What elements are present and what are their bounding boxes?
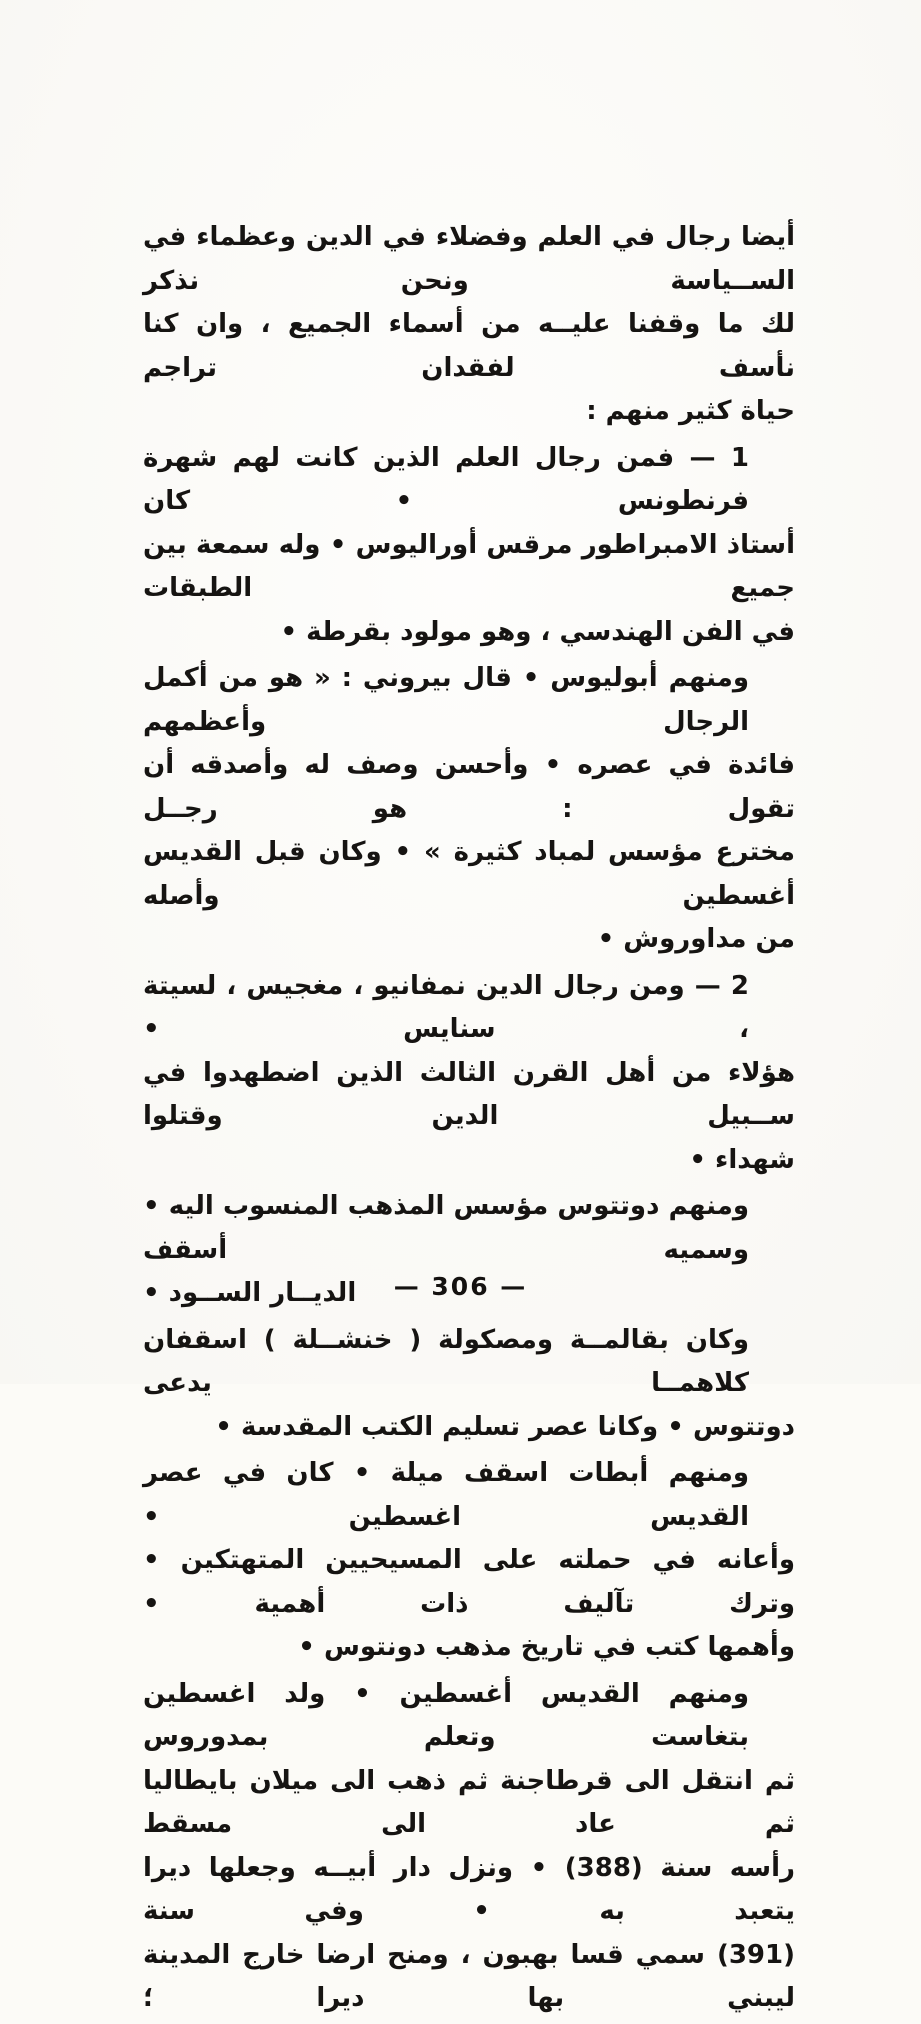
text-line: مخترع مؤسس لمباد كثيرة » • وكان قبل القديس أغسطين وأصله bbox=[143, 837, 795, 911]
text-line: ثم انتقل الى قرطاجنة ثم ذهب الى ميلان بايطاليا ثم عاد الى مسقط bbox=[143, 1765, 795, 1839]
text-line: أيضا رجال في العلم وفضلاء في الدين وعظماء في الســياسة ونحن نذكر bbox=[143, 222, 795, 296]
text-line: لك ما وقفنا عليــه من أسماء الجميع ، وان كنا نأسف لفقدان تراجم bbox=[143, 309, 795, 383]
text-block bbox=[143, 216, 795, 2024]
text-line: ومنهم القديس أغسطين • ولد اغسطين بتغاست وتعلم بمدوروس bbox=[143, 1678, 749, 1752]
text-line: وكان بقالمــة ومصكولة ( خنشــلة ) اسقفان كلاهمــا يدعى bbox=[143, 1324, 749, 1398]
text-line: هؤلاء من أهل القرن الثالث الذين اضطهدوا في ســبيل الدين وقتلوا bbox=[143, 1057, 795, 1131]
text-line: أستاذ الامبراطور مرقس أوراليوس • وله سمعة بين جميع الطبقات bbox=[143, 529, 795, 603]
text-line: من مداوروش • bbox=[597, 924, 795, 954]
paragraph bbox=[143, 216, 795, 434]
text-line: دوتتوس • وكانا عصر تسليم الكتب المقدسة • bbox=[215, 1411, 795, 1442]
paragraph bbox=[143, 1452, 795, 1670]
text-line: في الفن الهندسي ، وهو مولود بقرطة • bbox=[280, 616, 795, 647]
text-line: ومنهم دوتتوس مؤسس المذهب المنسوب اليه • وسميه أسقف bbox=[143, 1191, 749, 1265]
text-line: الديــار الســود • bbox=[143, 1278, 357, 1308]
text-line: ومنهم أبطات اسقف ميلة • كان في عصر القديس اغسطين • bbox=[143, 1458, 749, 1532]
text-line: (391) سمي قسا بهبون ، ومنح ارضا خارج المدينة ليبني بها ديرا ؛ bbox=[143, 1939, 795, 2013]
text-line: شهداء • bbox=[689, 1144, 795, 1175]
text-line: فائدة في عصره • وأحسن وصف له وأصدقه أن تقول : هو رجــل bbox=[143, 750, 795, 824]
text-line: 1 — فمن رجال العلم الذين كانت لهم شهرة فرنطونس • كان bbox=[143, 442, 749, 516]
text-line: وأعانه في حملته على المسيحيين المتهتكين • وترك تآليف ذات أهمية • bbox=[143, 1545, 795, 1619]
page-number: — 306 — bbox=[393, 1272, 528, 1301]
text-line: ومنهم أبوليوس • قال بيروني : « هو من أكمل الرجال وأعظمهم bbox=[143, 663, 749, 737]
paragraph bbox=[143, 965, 795, 1183]
text-line: حياة كثير منهم : bbox=[586, 396, 795, 426]
text-line: رأسه سنة (388) • ونزل دار أبيــه وجعلها ديرا يتعبد به • وفي سنة bbox=[143, 1852, 796, 1926]
paragraph bbox=[143, 657, 795, 962]
paragraph bbox=[143, 437, 795, 655]
text-line: 2 — ومن رجال الدين نمفانيو ، مغجيس ، لسيتة ، سنايس • bbox=[143, 970, 749, 1044]
paragraph bbox=[143, 1673, 795, 2021]
text-line: وأهمها كتب في تاريخ مذهب دونتوس • bbox=[298, 1632, 795, 1662]
